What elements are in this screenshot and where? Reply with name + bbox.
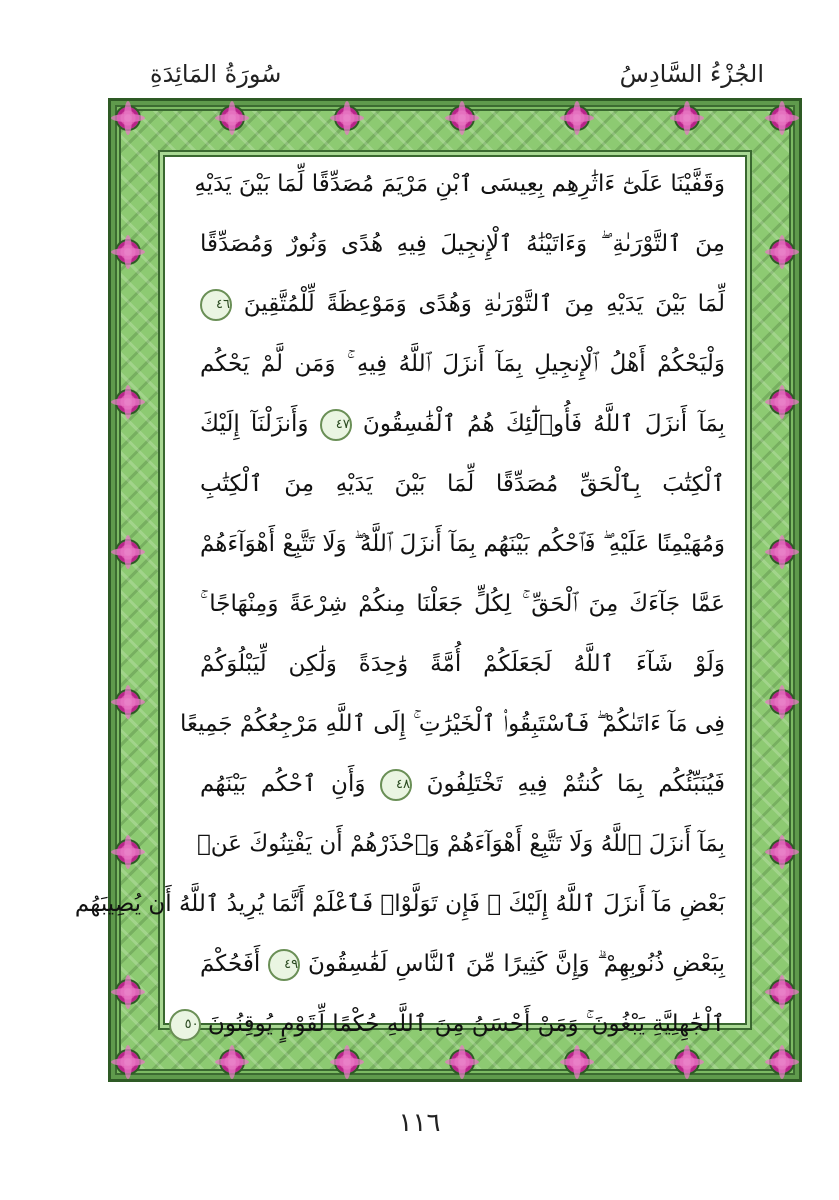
- text-line: [200, 760, 725, 808]
- flower-icon: [117, 241, 139, 263]
- text-line: [74, 880, 725, 928]
- flower-icon: [117, 981, 139, 1003]
- line-text: وَمُهَيْمِنًا عَلَيْهِ ۖ فَٱحْكُم بَيْنَهُم بِمَآ أَنزَلَ ٱللَّهُ ۖ وَلَا تَتَّبِعْ أَهْوَآءَهُمْ: [200, 531, 725, 557]
- flower-icon: [336, 107, 358, 129]
- text-line: [200, 460, 725, 508]
- surah-title: سُورَةُ المَائِدَةِ: [150, 60, 282, 88]
- line-text: عَمَّا جَآءَكَ مِنَ ٱلْحَقِّ ۚ لِكُلٍّ جَعَلْنَا مِنكُمْ شِرْعَةً وَمِنْهَاجًا ۚ: [200, 591, 725, 617]
- line-text: فَيُنَبِّئُكُم بِمَا كُنتُمْ فِيهِ تَخْتَلِفُونَ: [426, 771, 725, 797]
- flower-icon: [771, 391, 793, 413]
- text-line: [194, 160, 725, 208]
- line-text: ٱلْكِتَٰبَ بِٱلْحَقِّ مُصَدِّقًا لِّمَا بَيْنَ يَدَيْهِ مِنَ ٱلْكِتَٰبِ: [200, 471, 725, 497]
- flower-icon: [771, 981, 793, 1003]
- line-tail: وَأَنزَلْنَآ إِلَيْكَ: [200, 411, 309, 437]
- ayah-marker: ٤٦: [200, 289, 232, 321]
- flower-icon: [771, 541, 793, 563]
- flower-icon: [566, 107, 588, 129]
- text-line: [180, 700, 725, 748]
- flower-icon: [771, 241, 793, 263]
- text-line: [196, 820, 725, 868]
- page-number: ١١٦: [398, 1108, 441, 1138]
- flower-icon: [117, 391, 139, 413]
- corner-flower-icon: [117, 107, 139, 129]
- quran-text: [74, 160, 726, 1060]
- juz-title: الجُزْءُ السَّادِسُ: [619, 60, 764, 88]
- flower-icon: [451, 107, 473, 129]
- text-line: [200, 220, 725, 268]
- ayah-marker: ٤٧: [320, 409, 352, 441]
- corner-flower-icon: [771, 1051, 793, 1073]
- flower-icon: [771, 841, 793, 863]
- text-line: [200, 520, 725, 568]
- line-text: بِمَآ أَنزَلَ ٱللَّهُ فَأُو۟لَٰٓئِكَ هُمُ ٱلْفَٰسِقُونَ: [362, 411, 726, 437]
- ayah-marker: ٥٠: [169, 1009, 201, 1041]
- flower-icon: [117, 691, 139, 713]
- flower-icon: [117, 541, 139, 563]
- line-tail: أَفَحُكْمَ: [200, 951, 261, 977]
- flower-icon: [221, 107, 243, 129]
- text-line: [184, 1000, 725, 1048]
- text-line: [200, 340, 725, 388]
- line-text: فِى مَآ ءَاتَىٰكُمْ ۖ فَٱسْتَبِقُوا۟ ٱلْخَيْرَٰتِ ۚ إِلَى ٱللَّهِ مَرْجِعُكُمْ جَمِيعًا: [180, 711, 725, 737]
- line-text: وَلْيَحْكُمْ أَهْلُ ٱلْإِنجِيلِ بِمَآ أَنزَلَ ٱللَّهُ فِيهِ ۚ وَمَن لَّمْ يَحْكُم: [200, 351, 725, 377]
- line-text: بِمَآ أَنزَلَ ٱللَّهُ وَلَا تَتَّبِعْ أَهْوَآءَهُمْ وَٱحْذَرْهُمْ أَن يَفْتِنُوكَ عَنۢ: [196, 831, 725, 857]
- flower-icon: [117, 841, 139, 863]
- line-text: وَلَوْ شَآءَ ٱللَّهُ لَجَعَلَكُمْ أُمَّةً وَٰحِدَةً وَلَٰكِن لِّيَبْلُوَكُمْ: [200, 651, 725, 677]
- line-text: وَقَفَّيْنَا عَلَىٰٓ ءَاثَٰرِهِم بِعِيسَى ٱبْنِ مَرْيَمَ مُصَدِّقًا لِّمَا بَيْنَ يَدَيْهِ: [194, 171, 725, 197]
- text-line: [200, 280, 725, 328]
- corner-flower-icon: [117, 1051, 139, 1073]
- line-text: بَعْضِ مَآ أَنزَلَ ٱللَّهُ إِلَيْكَ ۖ فَإِن تَوَلَّوْا۟ فَٱعْلَمْ أَنَّمَا يُرِيدُ ٱللَّهُ أَن يُصِيبَهُم: [74, 891, 725, 917]
- line-text: بِبَعْضِ ذُنُوبِهِمْ ۗ وَإِنَّ كَثِيرًا مِّنَ ٱلنَّاسِ لَفَٰسِقُونَ: [307, 951, 726, 977]
- line-text: ٱلْجَٰهِلِيَّةِ يَبْغُونَ ۚ وَمَنْ أَحْسَنُ مِنَ ٱللَّهِ حُكْمًا لِّقَوْمٍ يُوقِنُونَ: [207, 1011, 725, 1037]
- line-text: لِّمَا بَيْنَ يَدَيْهِ مِنَ ٱلتَّوْرَىٰةِ وَهُدًى وَمَوْعِظَةً لِّلْمُتَّقِينَ: [243, 291, 725, 317]
- ayah-marker: ٤٨: [380, 769, 412, 801]
- flower-icon: [676, 107, 698, 129]
- corner-flower-icon: [771, 107, 793, 129]
- line-tail: وَأَنِ ٱحْكُم بَيْنَهُم: [200, 771, 366, 797]
- ayah-marker: ٤٩: [268, 949, 300, 981]
- flower-icon: [771, 691, 793, 713]
- text-line: [200, 940, 725, 988]
- line-text: مِنَ ٱلتَّوْرَىٰةِ ۖ وَءَاتَيْنَٰهُ ٱلْإِنجِيلَ فِيهِ هُدًى وَنُورٌ وَمُصَدِّقًا: [200, 231, 725, 257]
- text-line: [200, 400, 725, 448]
- text-line: [200, 580, 725, 628]
- text-line: [200, 640, 725, 688]
